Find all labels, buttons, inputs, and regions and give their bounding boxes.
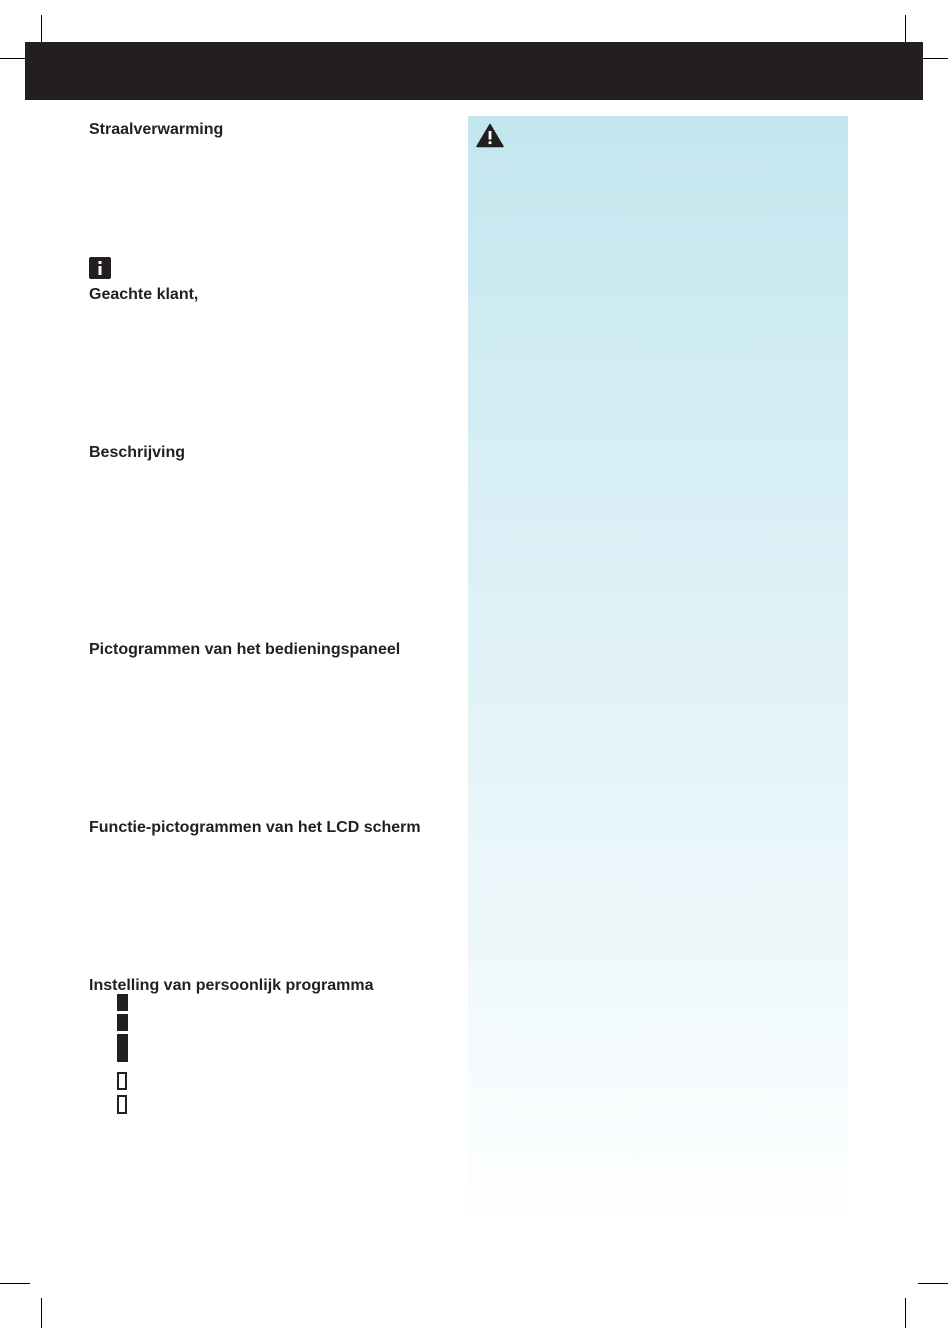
program-block-marker	[117, 994, 128, 1011]
warning-panel	[468, 116, 848, 1228]
program-block-marker	[117, 1034, 128, 1062]
heading-control-panel-icons: Pictogrammen van het bedieningspaneel	[89, 641, 401, 658]
crop-mark	[918, 1283, 948, 1284]
program-block-marker	[117, 1014, 128, 1031]
crop-mark	[41, 1298, 42, 1328]
program-block-marker-empty	[117, 1095, 127, 1114]
heading-description: Beschrijving	[89, 444, 186, 461]
header-bar	[25, 42, 923, 100]
heading-radiant-heating: Straalverwarming	[89, 121, 224, 138]
crop-mark	[905, 1298, 906, 1328]
heading-dear-customer: Geachte klant,	[89, 286, 199, 303]
crop-mark	[0, 1283, 30, 1284]
crop-mark	[905, 15, 906, 45]
program-block-marker-empty	[117, 1072, 127, 1090]
heading-lcd-function-icons: Functie-pictogrammen van het LCD scherm	[89, 819, 421, 836]
info-icon	[89, 257, 111, 279]
crop-mark	[41, 15, 42, 45]
warning-icon	[476, 123, 504, 148]
heading-personal-program: Instelling van persoonlijk programma	[89, 977, 374, 994]
